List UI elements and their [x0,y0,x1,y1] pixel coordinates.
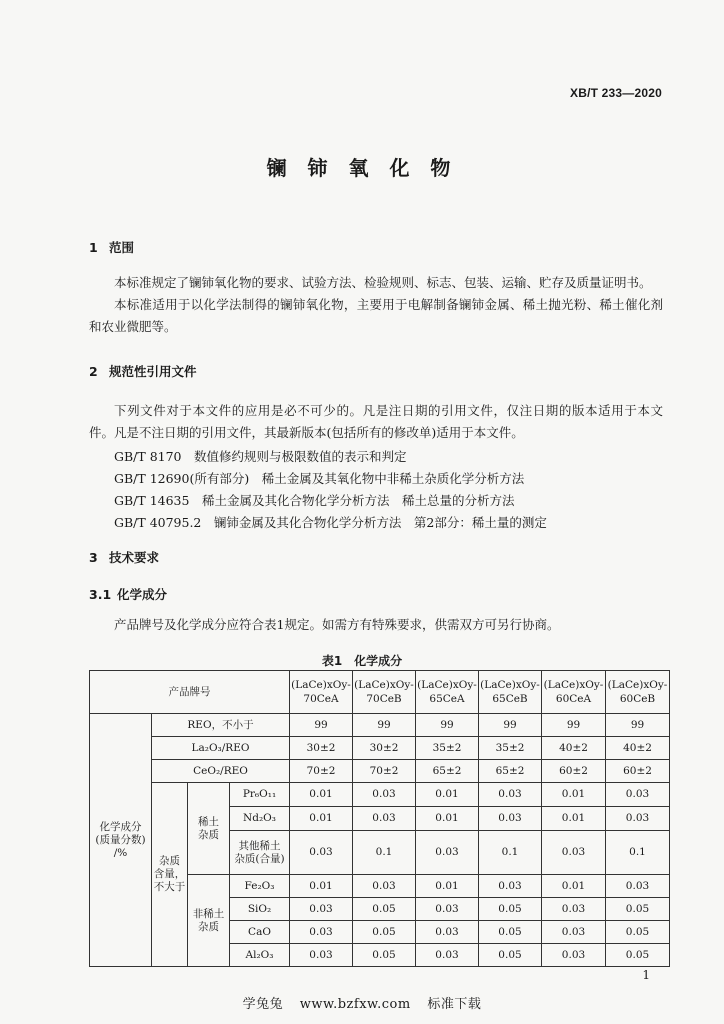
section-1-para-1: 本标准规定了镧铈氧化物的要求、试验方法、检验规则、标志、包装、运输、贮存及质量证明书。 [114,275,652,290]
table-row [90,737,670,760]
table-cell: 0.03 [606,807,670,831]
row-label: Pr₆O₁₁ [230,783,290,807]
header-label: 产品牌号 [90,671,290,714]
section-title: 技术要求 [109,550,160,565]
table-cell: 0.05 [606,898,670,921]
table-header-row [90,671,670,714]
side-label: 化学成分 (质量分数) /% [90,714,152,967]
table-cell: 0.03 [479,807,542,831]
table-cell: 0.05 [479,921,542,944]
section-number: 3 [89,550,98,565]
section-title: 规范性引用文件 [109,364,197,379]
table-cell: 0.05 [353,898,416,921]
grade-header: (LaCe)xOy- 70CeA [290,671,353,714]
standard-number: XB/T 233—2020 [570,86,662,100]
reference-item: GB/T 14635 稀土金属及其化合物化学分析方法 稀土总量的分析方法 [114,493,515,508]
reference-item: GB/T 40795.2 镧铈金属及其化合物化学分析方法 第2部分：稀土量的测定 [114,515,547,530]
table-cell: 30±2 [353,737,416,760]
table-cell: 40±2 [606,737,670,760]
row-label: 其他稀土 杂质(合量) [230,831,290,875]
section-title: 化学成分 [117,587,168,602]
table-row [90,783,670,807]
table-cell: 0.01 [416,875,479,898]
section-title: 范围 [109,240,135,255]
table-cell: 65±2 [479,760,542,783]
section-number: 2 [89,364,98,379]
table-row [90,714,670,737]
table-cell: 60±2 [542,760,606,783]
table-cell: 0.03 [479,875,542,898]
table-cell: 99 [353,714,416,737]
table-cell: 30±2 [290,737,353,760]
row-label: Al₂O₃ [230,944,290,967]
table-cell: 0.01 [416,807,479,831]
table-cell: 0.01 [416,783,479,807]
row-label: La₂O₃/REO [152,737,290,760]
table-cell: 0.01 [290,807,353,831]
grade-header: (LaCe)xOy- 65CeB [479,671,542,714]
grade-header: (LaCe)xOy- 60CeA [542,671,606,714]
grade-header: (LaCe)xOy- 70CeB [353,671,416,714]
table-cell: 0.03 [416,921,479,944]
table-cell: 65±2 [416,760,479,783]
row-label: SiO₂ [230,898,290,921]
table-cell: 0.1 [479,831,542,875]
table-cell: 0.05 [606,921,670,944]
table-cell: 0.03 [290,944,353,967]
table-cell: 99 [606,714,670,737]
page-number: 1 [642,968,650,982]
table-cell: 0.03 [290,831,353,875]
table-cell: 0.03 [542,944,606,967]
table-caption: 表1 化学成分 [321,654,403,668]
table-cell: 99 [416,714,479,737]
table-cell: 70±2 [290,760,353,783]
re-impurity-label: 稀土 杂质 [188,783,230,875]
row-label: Fe₂O₃ [230,875,290,898]
table-cell: 0.03 [416,944,479,967]
table-cell: 0.05 [353,921,416,944]
table-cell: 0.03 [479,783,542,807]
row-label: REO，不小于 [152,714,290,737]
chemical-composition-table [89,670,670,967]
table-cell: 99 [290,714,353,737]
table-cell: 0.01 [542,783,606,807]
footer [0,993,724,1012]
table-cell: 0.05 [479,898,542,921]
impurity-label: 杂质 含量， 不大于 [152,783,188,967]
table-cell: 0.01 [290,783,353,807]
section-2-heading [89,362,197,380]
row-label: CaO [230,921,290,944]
table-cell: 0.1 [606,831,670,875]
section-3-1-para-1: 产品牌号及化学成分应符合表1规定。如需方有特殊要求，供需双方可另行协商。 [114,617,560,632]
section-number: 1 [89,240,98,255]
table-cell: 0.03 [606,875,670,898]
section-2-para-1: 下列文件对于本文件的应用是必不可少的。凡是注日期的引用文件，仅注日期的版本适用于本文件。凡是不注日期的引用文件，其最新版本(包括所有的修改单)适用于本文件。 [89,403,663,440]
table-cell: 40±2 [542,737,606,760]
table-cell: 0.03 [290,898,353,921]
table-cell: 60±2 [606,760,670,783]
section-1-heading [89,238,134,256]
table-cell: 70±2 [353,760,416,783]
grade-header: (LaCe)xOy- 65CeA [416,671,479,714]
table-cell: 0.03 [606,783,670,807]
table-cell: 0.03 [290,921,353,944]
table-cell: 99 [542,714,606,737]
table-cell: 0.1 [353,831,416,875]
table-cell: 0.01 [542,875,606,898]
reference-item: GB/T 12690(所有部分) 稀土金属及其氧化物中非稀土杂质化学分析方法 [114,471,525,486]
table-cell: 0.03 [353,807,416,831]
section-3-1-heading [89,585,167,603]
reference-item: GB/T 8170 数值修约规则与极限数值的表示和判定 [114,449,407,464]
table-cell: 0.05 [479,944,542,967]
footer-url[interactable]: www.bzfxw.com [299,997,411,1012]
table-cell: 35±2 [479,737,542,760]
table-cell: 99 [479,714,542,737]
row-label: Nd₂O₃ [230,807,290,831]
footer-site-name: 学兔兔 [242,997,284,1012]
table-cell: 0.03 [353,875,416,898]
table-cell: 0.03 [542,921,606,944]
table-cell: 0.03 [542,898,606,921]
table-cell: 0.01 [542,807,606,831]
row-label: CeO₂/REO [152,760,290,783]
footer-tagline: 标准下载 [427,997,482,1012]
table-cell: 0.05 [353,944,416,967]
table-cell: 35±2 [416,737,479,760]
section-3-heading [89,548,159,566]
grade-header: (LaCe)xOy- 60CeB [606,671,670,714]
table-cell: 0.03 [542,831,606,875]
nonre-impurity-label: 非稀土 杂质 [188,875,230,967]
section-number: 3.1 [89,587,112,602]
table-cell: 0.01 [290,875,353,898]
table-cell: 0.03 [416,898,479,921]
table-cell: 0.03 [353,783,416,807]
document-title: 镧 铈 氧 化 物 [266,156,458,180]
table-cell: 0.03 [416,831,479,875]
table-cell: 0.05 [606,944,670,967]
section-1-para-2: 本标准适用于以化学法制得的镧铈氧化物，主要用于电解制备镧铈金属、稀土抛光粉、稀土催化剂和农业微肥等。 [89,297,663,334]
table-row [90,760,670,783]
